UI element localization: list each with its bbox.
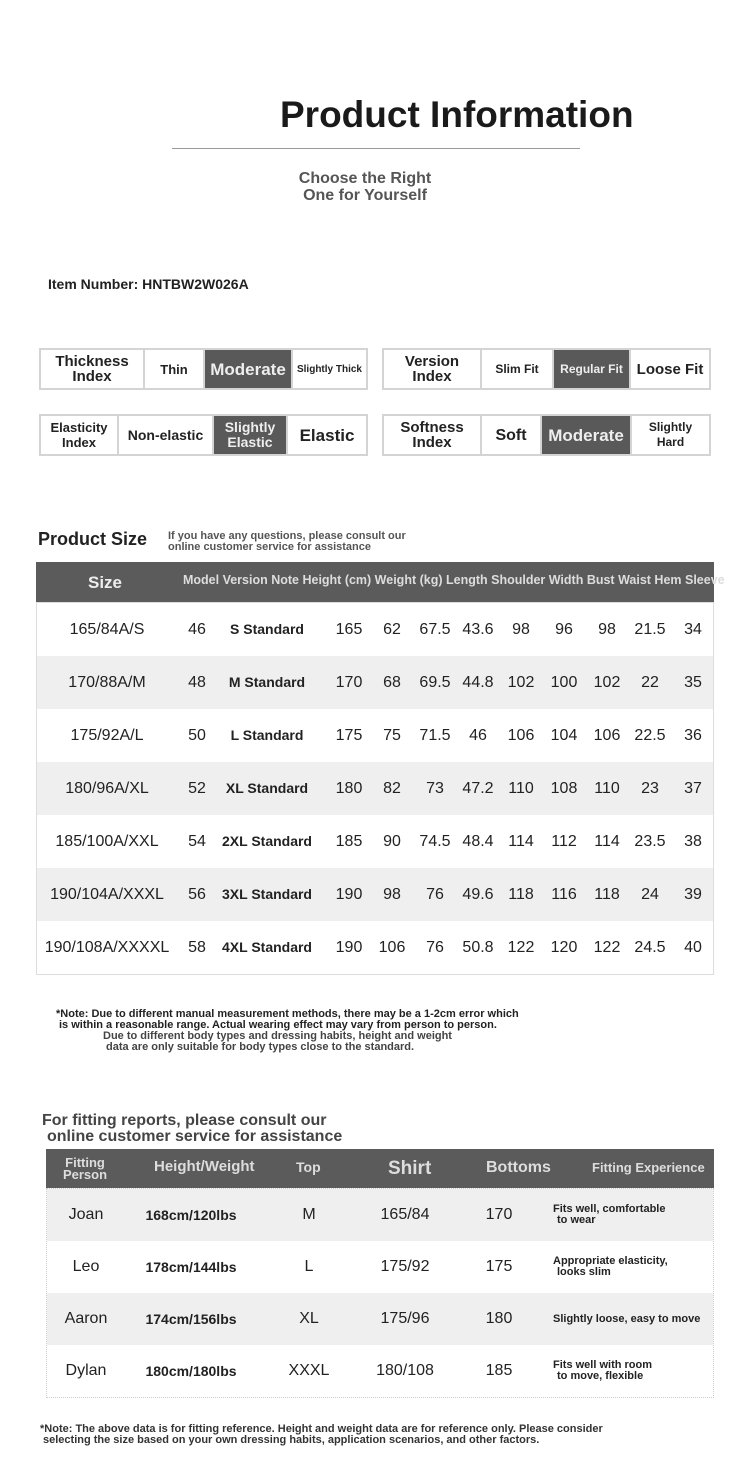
size-cell: 170/88A/M <box>68 674 146 691</box>
size-cell: 98 <box>512 621 530 638</box>
size-row <box>37 815 713 868</box>
index-option-selected: Moderate <box>542 416 632 454</box>
size-cell: 34 <box>684 621 702 638</box>
size-cell: 54 <box>188 833 206 850</box>
size-cell: 74.5 <box>419 833 451 850</box>
size-cell: 170 <box>335 674 363 691</box>
size-cell: 190/104A/XXXL <box>50 886 164 903</box>
size-cell: 43.6 <box>462 621 494 638</box>
hint-line: online customer service for assistance <box>168 541 371 553</box>
fitting-cell: 165/84 <box>380 1206 430 1223</box>
size-cell: 175/92A/L <box>70 727 144 744</box>
hint-line: If you have any questions, please consult our <box>168 530 406 542</box>
size-cell: 180/96A/XL <box>65 780 149 797</box>
size-cell: 52 <box>188 780 206 797</box>
index-option: Non-elastic <box>119 416 214 454</box>
experience-text <box>553 1314 700 1325</box>
size-cell: 24 <box>641 886 659 903</box>
experience-line: Appropriate elasticity, <box>553 1255 668 1267</box>
fitting-row <box>47 1345 713 1397</box>
size-row <box>37 603 713 656</box>
size-cell: 48 <box>188 674 206 691</box>
size-cell: 110 <box>594 780 620 797</box>
fitting-title <box>42 1113 342 1145</box>
size-cell: 36 <box>684 727 702 744</box>
size-cell: L Standard <box>230 727 304 743</box>
note-line: data are only suitable for body types close to the standard. <box>106 1041 415 1053</box>
size-cell: 47.2 <box>462 780 494 797</box>
fitting-header-cell: Fitting Experience <box>592 1160 705 1175</box>
fitting-cell: 175/96 <box>380 1310 430 1327</box>
size-cell: 104 <box>550 727 578 744</box>
size-row <box>37 762 713 815</box>
index-option: Soft <box>482 416 542 454</box>
fitting-header-cell: Top <box>296 1159 321 1175</box>
size-cell: 69.5 <box>419 674 451 691</box>
size-cell: 190 <box>335 939 363 956</box>
size-cell: 96 <box>555 621 573 638</box>
size-cell: 98 <box>383 886 401 903</box>
page-title: Product Information <box>280 94 634 135</box>
fitting-cell: 180 <box>485 1310 513 1327</box>
index-box-thickness <box>39 348 368 390</box>
fitting-cell: Joan <box>68 1206 104 1223</box>
size-cell: 110 <box>508 780 534 797</box>
fitting-title-line: For fitting reports, please consult our <box>42 1112 327 1129</box>
size-row <box>37 656 713 709</box>
size-cell: XL Standard <box>225 780 309 796</box>
size-column-header: Size <box>88 573 123 592</box>
index-option-selected: Regular Fit <box>554 350 631 388</box>
fitting-cell: XL <box>299 1310 319 1327</box>
fitting-cell: Leo <box>72 1258 100 1275</box>
size-cell: 24.5 <box>634 939 666 956</box>
fitting-cell: 175 <box>485 1258 513 1275</box>
index-box-elasticity <box>39 414 368 456</box>
fitting-cell: 180cm/180lbs <box>145 1363 237 1379</box>
index-box-version <box>382 348 711 390</box>
fitting-experience <box>553 1293 700 1345</box>
size-cell: 114 <box>594 833 620 850</box>
size-cell: 106 <box>507 727 535 744</box>
index-label: Softness Index <box>384 416 482 454</box>
size-cell: 114 <box>508 833 534 850</box>
size-cell: 122 <box>507 939 535 956</box>
size-cell: 21.5 <box>634 621 666 638</box>
experience-line: to wear <box>557 1214 596 1226</box>
fitting-experience <box>553 1241 668 1293</box>
fitting-cell: 170 <box>485 1206 513 1223</box>
size-cell: 22 <box>641 674 659 691</box>
subtitle-line: One for Yourself <box>303 187 427 204</box>
item-number: Item Number: HNTBW2W026A <box>48 276 249 292</box>
size-cell: 46 <box>469 727 487 744</box>
fitting-cell: Aaron <box>64 1310 108 1327</box>
note-line: Due to different body types and dressing habits, height and weight <box>103 1030 452 1042</box>
index-box-softness <box>382 414 711 456</box>
size-cell: 122 <box>593 939 621 956</box>
size-cell: 165/84A/S <box>69 621 145 638</box>
size-cell: 35 <box>684 674 702 691</box>
size-cell: 4XL Standard <box>222 939 312 955</box>
size-cell: 67.5 <box>419 621 451 638</box>
size-cell: 116 <box>551 886 577 903</box>
index-option: Thin <box>145 350 205 388</box>
note-line: *Note: The above data is for fitting reference. Height and weight data are for reference only. Please consider <box>40 1423 603 1435</box>
size-cell: 73 <box>426 780 444 797</box>
size-cell: 118 <box>508 886 534 903</box>
fitting-row <box>47 1189 713 1241</box>
size-columns-header: Model Version Note Height (cm) Weight (kg) Length Shoulder Width Bust Waist Hem Sleeve <box>183 573 725 587</box>
fitting-note <box>40 1424 603 1446</box>
fitting-header-cell: Height/Weight <box>154 1158 255 1175</box>
product-size-title: Product Size <box>38 529 148 549</box>
experience-line: looks slim <box>557 1266 611 1278</box>
index-option: Slightly Thick <box>296 363 362 375</box>
fitting-cell: XXXL <box>288 1362 330 1379</box>
experience-line: Fits well, comfortable <box>553 1203 666 1215</box>
size-cell: M Standard <box>228 674 306 690</box>
size-table <box>36 602 714 975</box>
experience-line: Slightly loose, easy to move <box>553 1312 701 1325</box>
fitting-experience <box>553 1345 652 1397</box>
size-cell: 100 <box>550 674 578 691</box>
size-cell: 50.8 <box>462 939 494 956</box>
fitting-cell: 174cm/156lbs <box>145 1311 237 1327</box>
fitting-cell: M <box>302 1206 316 1223</box>
size-cell: 23 <box>641 780 659 797</box>
size-cell: 58 <box>188 939 206 956</box>
index-label: Version Index <box>384 350 482 388</box>
size-cell: 3XL Standard <box>222 886 312 902</box>
size-cell: 39 <box>684 886 702 903</box>
index-label: Thickness Index <box>41 350 145 388</box>
index-option-selected: Moderate <box>205 350 293 388</box>
size-cell: 190/108A/XXXXL <box>44 939 170 956</box>
divider <box>172 148 580 149</box>
size-cell: 76 <box>426 886 444 903</box>
size-cell: 2XL Standard <box>222 833 312 849</box>
size-cell: 71.5 <box>419 727 451 744</box>
size-cell: 120 <box>550 939 578 956</box>
fitting-experience <box>553 1189 665 1241</box>
size-cell: 118 <box>594 886 620 903</box>
size-cell: 102 <box>593 674 621 691</box>
size-cell: 22.5 <box>634 727 666 744</box>
experience-line: to move, flexible <box>557 1370 644 1382</box>
fitting-title-line: online customer service for assistance <box>47 1128 343 1145</box>
subtitle-line: Choose the Right <box>298 170 432 187</box>
experience-line: Fits well with room <box>553 1359 653 1371</box>
size-row <box>37 868 713 921</box>
experience-text <box>553 1256 668 1278</box>
size-cell: 112 <box>551 833 577 850</box>
index-option-selected: Slightly Elastic <box>214 416 288 454</box>
experience-text <box>553 1204 665 1226</box>
size-cell: 165 <box>335 621 363 638</box>
index-option: Loose Fit <box>636 360 704 378</box>
size-cell: 180 <box>335 780 363 797</box>
size-cell: 68 <box>383 674 401 691</box>
size-cell: 50 <box>188 727 206 744</box>
fitting-cell: L <box>304 1258 314 1275</box>
fitting-cell: 180/108 <box>376 1362 434 1379</box>
size-cell: 185/100A/XXL <box>55 833 159 850</box>
size-cell: 102 <box>507 674 535 691</box>
index-option: Slim Fit <box>482 350 554 388</box>
size-cell: 90 <box>383 833 401 850</box>
subtitle <box>260 170 470 204</box>
experience-text <box>553 1360 652 1382</box>
fitting-row <box>47 1293 713 1345</box>
size-cell: 38 <box>684 833 702 850</box>
fitting-cell: 168cm/120lbs <box>145 1207 237 1223</box>
index-option: Slightly Hard <box>648 420 693 449</box>
index-option: Elastic <box>299 425 355 445</box>
size-cell: 98 <box>598 621 616 638</box>
size-cell: S Standard <box>230 621 304 637</box>
fitting-cell: 178cm/144lbs <box>145 1259 237 1275</box>
fitting-table-header <box>46 1149 714 1188</box>
fitting-header-cell: Fitting Person <box>62 1155 108 1182</box>
size-cell: 49.6 <box>462 886 494 903</box>
size-row <box>37 921 713 974</box>
size-cell: 108 <box>550 780 578 797</box>
size-cell: 76 <box>426 939 444 956</box>
size-note <box>56 1009 519 1053</box>
product-size-hint <box>168 531 406 553</box>
size-cell: 185 <box>335 833 363 850</box>
size-cell: 23.5 <box>634 833 666 850</box>
size-cell: 190 <box>335 886 363 903</box>
note-line: is within a reasonable range. Actual wearing effect may vary from person to person. <box>59 1019 497 1031</box>
size-row <box>37 709 713 762</box>
size-cell: 106 <box>593 727 621 744</box>
size-cell: 40 <box>684 939 702 956</box>
fitting-cell: Dylan <box>65 1362 107 1379</box>
size-cell: 56 <box>188 886 206 903</box>
fitting-header-cell: Bottoms <box>486 1159 551 1176</box>
size-cell: 175 <box>335 727 363 744</box>
fitting-row <box>47 1241 713 1293</box>
size-cell: 46 <box>188 621 206 638</box>
size-cell: 44.8 <box>462 674 494 691</box>
fitting-table <box>46 1188 714 1398</box>
note-line: *Note: Due to different manual measurement methods, there may be a 1-2cm error which <box>56 1008 519 1020</box>
size-cell: 62 <box>383 621 401 638</box>
size-cell: 48.4 <box>462 833 494 850</box>
fitting-header-cell: Shirt <box>388 1158 432 1179</box>
size-cell: 37 <box>684 780 702 797</box>
fitting-cell: 185 <box>485 1362 513 1379</box>
index-label: Elasticity Index <box>41 416 119 454</box>
fitting-cell: 175/92 <box>380 1258 430 1275</box>
size-cell: 106 <box>378 939 406 956</box>
size-cell: 75 <box>383 727 401 744</box>
size-cell: 82 <box>383 780 401 797</box>
note-line: selecting the size based on your own dressing habits, application scenarios, and other factors. <box>43 1434 540 1446</box>
